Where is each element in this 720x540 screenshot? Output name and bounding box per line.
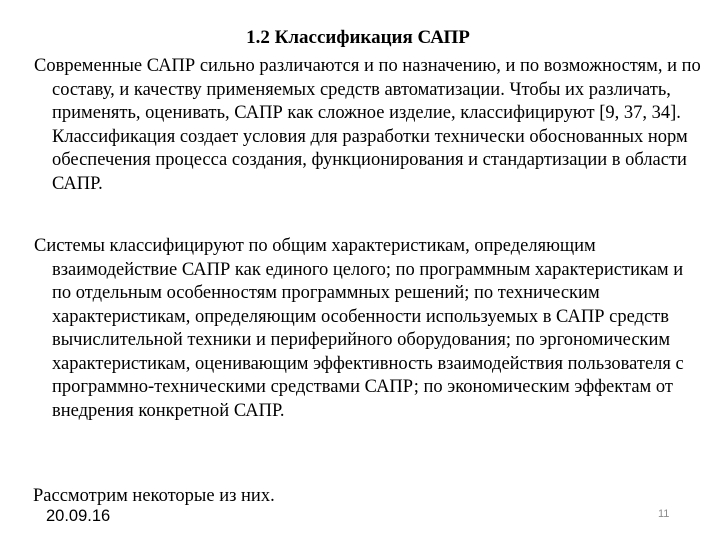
footer-date: 20.09.16 (46, 507, 111, 525)
page-number: 11 (658, 508, 670, 520)
paragraph-consider-some: Рассмотрим некоторые из них. (33, 486, 275, 506)
slide-title-text: 1.2 Классификация САПР (246, 27, 470, 48)
slide-title (0, 26, 720, 50)
paragraph-classification-criteria: Системы классифицируют по общим характеристикам, определяющим взаимодействие САПР как единого целого; по программным характеристикам и по отдельным особенностям программных решений; по техническим характеристикам, определяющим особенности используемых в САПР средств вычислительной техники и периферийного оборудования; по эргономическим характеристикам, оценивающим эффективность взаимодействия пользователя с программно-техническими средствами САПР; по экономическим эффектам от внедрения конкретной САПР. (34, 236, 684, 421)
paragraph-cad-overview: Современные САПР сильно различаются и по назначению, и по возможностям, и по составу, и качеству применяемых средств автоматизации. Чтобы их различать, применять, оценивать, САПР как сложное изделие, классифицируют [9, 37, 34]. Классификация создает условия для разработки технически обоснованных норм обеспечения процесса создания, функционирования и стандартизации в области САПР. (34, 56, 701, 194)
